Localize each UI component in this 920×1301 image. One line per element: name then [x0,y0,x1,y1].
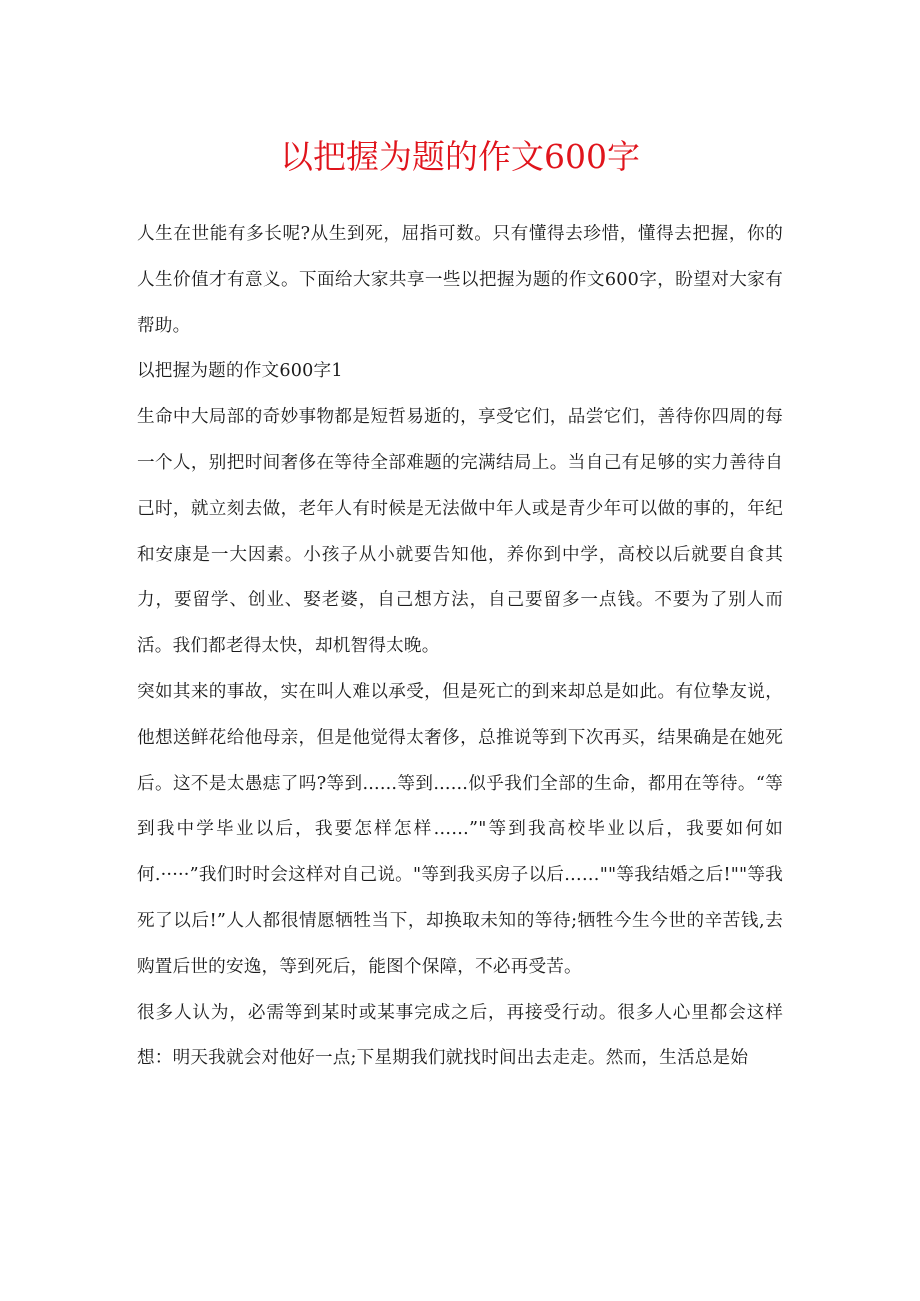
document-body [137,212,783,1082]
body-paragraph: 生命中大局部的奇妙事物都是短哲易逝的，享受它们，品尝它们，善待你四周的每一个人，别把时间奢侈在等待全部难题的完满结局上。当自己有足够的实力善待自己时，就立刻去做，老年人有时候是无法做中年人或是青少年可以做的事的，年纪和安康是一大因素。小孩子从小就要告知他，养你到中学，高校以后就要自食其力，要留学、创业、娶老婆，自己想方法，自己要留多一点钱。不要为了别人而活。我们都老得太快，却机智得太晚。 [137,407,783,657]
body-paragraph: 突如其来的事故，实在叫人难以承受，但是死亡的到来却总是如此。有位挚友说，他想送鲜花给他母亲，但是他觉得太奢侈，总推说等到下次再买，结果确是在她死后。这不是太愚痣了吗?等到......等到......似乎我们全部的生命，都用在等待。“等到我中学毕业以后，我要怎样怎样……”"等到我高校毕业以后，我要如何如何.·····”我们时时会这样对自己说。"等到我买房子以后……""等我结婚之后!""等我死了以后!”人人都很情愿牺牲当下，却换取未知的等待;牺牲今生今世的辛苦钱,去购置后世的安逸，等到死后，能图个保障，不必再受苦。 [137,681,783,977]
document-title: 以把握为题的作文600字 [280,137,640,176]
section-heading: 以把握为题的作文600字1 [137,361,343,382]
body-paragraph: 很多人认为，必需等到某时或某事完成之后，再接受行动。很多人心里都会这样想：明天我就会对他好一点;下星期我们就找时间出去走走。然而，生活总是始 [137,1002,783,1069]
intro-paragraph: 人生在世能有多长呢?从生到死，屈指可数。只有懂得去珍惜，懂得去把握，你的人生价值才有意义。下面给大家共享一些以把握为题的作文600字，盼望对大家有帮助。 [137,224,783,336]
